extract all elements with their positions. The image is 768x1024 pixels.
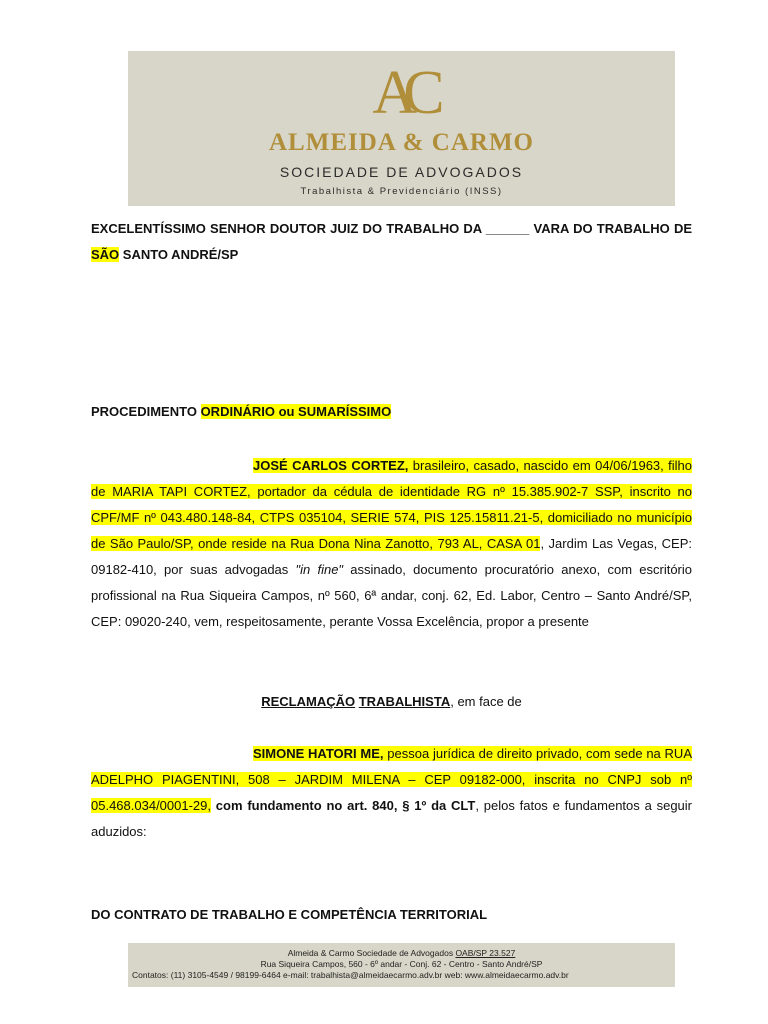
firm-name: ALMEIDA & CARMO (269, 129, 534, 156)
procedure-label: PROCEDIMENTO (91, 404, 201, 419)
section-title: DO CONTRATO DE TRABALHO E COMPETÊNCIA TERRITORIAL (91, 907, 488, 922)
footer-contacts: Contatos: (11) 3105-4549 / 98199-6464 e-mail: trabalhista@almeidaecarmo.adv.br web: www.almeidaecarmo.adv.br (132, 970, 569, 980)
letterhead-footer (128, 943, 675, 987)
claimant-details-2: assinado, documento procuratório anexo, com escritório profissional na Rua Siqueira Campos, nº 560, 6ª andar, conj. 62, Ed. Labor, Centro – Santo André/SP, CEP: 09020-240, vem, respeitosamente, perante Vossa Excelência, propor a presente (91, 562, 693, 629)
action-rest: , em face de (450, 694, 522, 709)
addressee-city: SANTO ANDRÉ/SP (119, 247, 239, 262)
defendant-paragraph (91, 741, 692, 845)
footer-line-1 (128, 948, 675, 959)
letterhead-banner (128, 51, 675, 206)
action-word-2: TRABALHISTA (358, 694, 451, 709)
footer-firm: Almeida & Carmo Sociedade de Advogados (287, 948, 456, 958)
claimant-name: JOSÉ CARLOS CORTEZ, (253, 458, 409, 473)
addressee-paragraph (91, 216, 692, 268)
defendant-rest: , pelos fatos e fundamentos a seguir aduzidos: (91, 798, 692, 839)
claimant-in-fine: "in fine" (295, 562, 344, 577)
addressee-text: EXCELENTÍSSIMO SENHOR DOUTOR JUIZ DO TRABALHO DA ______ VARA DO TRABALHO DE (91, 221, 692, 236)
footer-oab: OAB/SP 23.527 (455, 948, 516, 958)
claimant-details-highlight: brasileiro, casado, nascido em 04/06/1963, filho de MARIA TAPI CORTEZ, portador da cédula de identidade RG nº 15.385.902-7 SSP, inscrito no CPF/MF nº 043.480.148-84, CTPS 035104, SERIE 574, PIS 125.15811.21-5, domiciliado no município de São Paulo/SP, onde reside na Rua Dona Nina Zanotto, 793 AL, CASA 01 (91, 458, 692, 551)
firm-logo: AC (372, 59, 431, 127)
defendant-legal-basis: com fundamento no art. 840, § 1º da CLT (211, 798, 476, 813)
firm-subtitle: SOCIEDADE DE ADVOGADOS (279, 164, 524, 180)
procedure-line (91, 399, 692, 425)
action-word-1: RECLAMAÇÃO (261, 694, 356, 709)
firm-practice-areas: Trabalhista & Previdenciário (INSS) (300, 186, 503, 197)
action-title (91, 689, 692, 715)
addressee-city-highlight: SÃO (91, 247, 120, 262)
claimant-paragraph (91, 453, 692, 635)
claimant-details-1: , Jardim Las Vegas, CEP: 09182-410, por suas advogadas (91, 536, 692, 577)
footer-address: Rua Siqueira Campos, 560 - 6º andar - Conj. 62 - Centro - Santo André/SP (260, 959, 543, 969)
defendant-name: SIMONE HATORI ME, (253, 746, 384, 761)
procedure-type: ORDINÁRIO ou SUMARÍSSIMO (200, 404, 392, 419)
defendant-details-highlight: pessoa jurídica de direito privado, com sede na RUA ADELPHO PIAGENTINI, 508 – JARDIM MILENA – CEP 09182-000, inscrita no CNPJ sob nº 05.468.034/0001-29, (91, 746, 692, 813)
